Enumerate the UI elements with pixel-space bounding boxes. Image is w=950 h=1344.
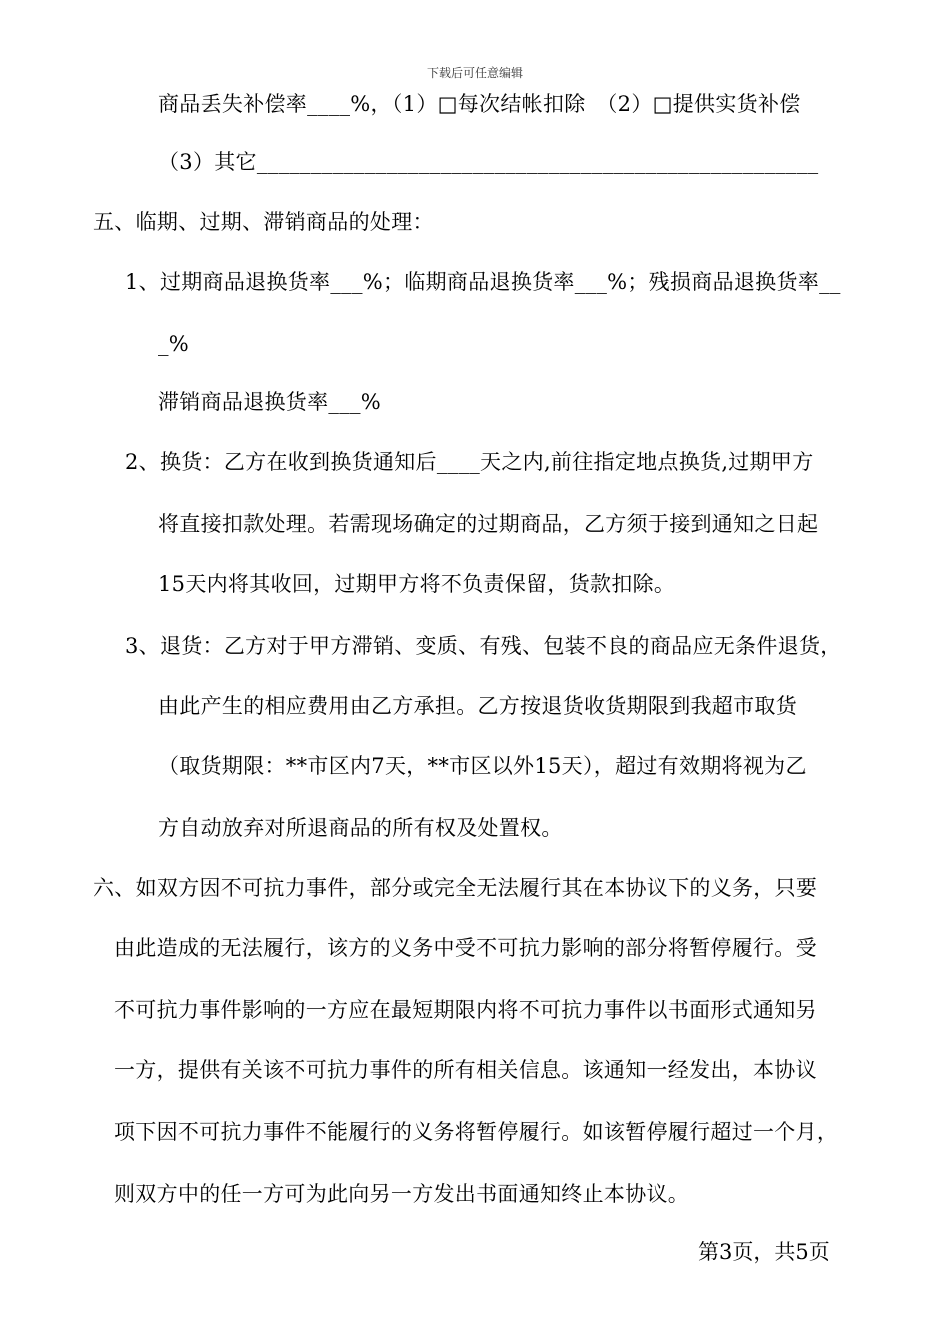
- text-line: 1、过期商品退换货率___%；临期商品退换货率___%；残损商品退换货率__: [125, 270, 841, 294]
- text-line: 滞销商品退换货率___%: [158, 390, 382, 414]
- text-line: 项下因不可抗力事件不能履行的义务将暂停履行。如该暂停履行超过一个月，: [114, 1120, 839, 1144]
- text-line: 3、退货：乙方对于甲方滞销、变质、有残、包装不良的商品应无条件退货，: [125, 634, 842, 658]
- text-line: （3）其它____________________________________________________: [158, 150, 819, 174]
- text-line: 由此造成的无法履行，该方的义务中受不可抗力影响的部分将暂停履行。受: [114, 936, 817, 960]
- header-note: 下载后可任意编辑: [426, 66, 523, 80]
- text-line: 则双方中的任一方可为此向另一方发出书面通知终止本协议。: [114, 1182, 690, 1206]
- text-line: 商品丢失补偿率____%，（1）□每次结帐扣除 （2）□提供实货补偿: [158, 92, 801, 116]
- text-line: 方自动放弃对所退商品的所有权及处置权。: [158, 816, 563, 840]
- text-line: _%: [158, 332, 190, 356]
- text-line: 由此产生的相应费用由乙方承担。乙方按退货收货期限到我超市取货: [158, 694, 797, 718]
- page-number: 第3页，共5页: [698, 1240, 830, 1264]
- section-heading: 六、如双方因不可抗力事件，部分或完全无法履行其在本协议下的义务，只要: [93, 876, 818, 900]
- text-line: （取货期限：**市区内7天，**市区以外15天），超过有效期将视为乙: [158, 754, 807, 778]
- section-heading: 五、临期、过期、滞销商品的处理：: [93, 210, 434, 234]
- text-line: 一方，提供有关该不可抗力事件的所有相关信息。该通知一经发出，本协议: [114, 1058, 817, 1082]
- text-line: 不可抗力事件影响的一方应在最短期限内将不可抗力事件以书面形式通知另: [114, 998, 817, 1022]
- text-line: 将直接扣款处理。若需现场确定的过期商品，乙方须于接到通知之日起: [158, 512, 819, 536]
- text-line: 2、换货：乙方在收到换货通知后____天之内,前往指定地点换货,过期甲方: [125, 450, 814, 474]
- text-line: 15天内将其收回，过期甲方将不负责保留，货款扣除。: [158, 572, 676, 596]
